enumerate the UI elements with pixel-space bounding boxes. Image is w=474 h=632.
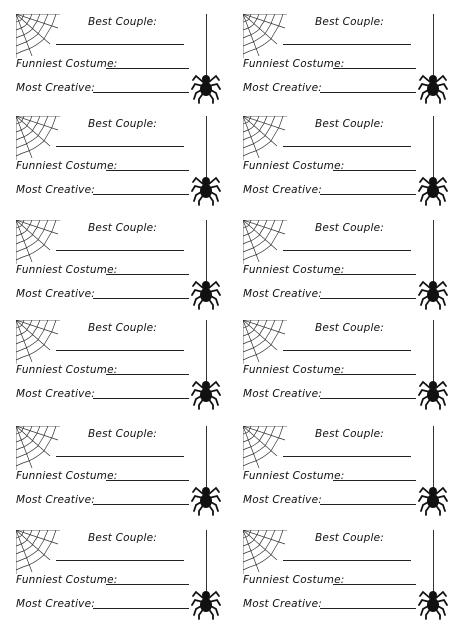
funniest-costume-blank[interactable]	[106, 374, 189, 375]
award-card	[243, 320, 458, 418]
award-card	[16, 220, 231, 318]
best-couple-blank[interactable]	[283, 456, 411, 457]
best-couple-label: Best Couple:	[88, 428, 157, 440]
spider-icon	[191, 584, 221, 620]
best-couple-blank[interactable]	[56, 250, 184, 251]
spiderweb-icon	[243, 530, 287, 574]
award-card	[243, 530, 458, 628]
spider-icon	[191, 274, 221, 310]
spiderweb-icon	[243, 220, 287, 264]
spiderweb-icon	[243, 426, 287, 470]
best-couple-label: Best Couple:	[315, 322, 384, 334]
best-couple-blank[interactable]	[283, 146, 411, 147]
funniest-costume-blank[interactable]	[333, 480, 416, 481]
most-creative-blank[interactable]	[93, 608, 189, 609]
most-creative-blank[interactable]	[93, 194, 189, 195]
best-couple-label: Best Couple:	[88, 222, 157, 234]
funniest-costume-blank[interactable]	[106, 480, 189, 481]
spider-icon	[418, 274, 448, 310]
spiderweb-icon	[16, 220, 60, 264]
spider-icon	[418, 584, 448, 620]
spider-icon	[418, 68, 448, 104]
spiderweb-icon	[243, 116, 287, 160]
best-couple-blank[interactable]	[283, 560, 411, 561]
funniest-costume-label: Funniest Costume:	[243, 470, 345, 482]
best-couple-blank[interactable]	[283, 44, 411, 45]
spiderweb-icon	[16, 116, 60, 160]
best-couple-label: Best Couple:	[315, 428, 384, 440]
funniest-costume-label: Funniest Costume:	[16, 470, 118, 482]
funniest-costume-label: Funniest Costume:	[16, 58, 118, 70]
spider-icon	[418, 170, 448, 206]
funniest-costume-blank[interactable]	[106, 274, 189, 275]
best-couple-blank[interactable]	[283, 250, 411, 251]
most-creative-blank[interactable]	[320, 504, 416, 505]
most-creative-label: Most Creative:	[16, 184, 95, 196]
award-card	[243, 426, 458, 524]
best-couple-blank[interactable]	[56, 350, 184, 351]
funniest-costume-blank[interactable]	[333, 170, 416, 171]
spider-icon	[191, 374, 221, 410]
best-couple-label: Best Couple:	[315, 16, 384, 28]
most-creative-blank[interactable]	[320, 398, 416, 399]
most-creative-label: Most Creative:	[243, 494, 322, 506]
spiderweb-icon	[243, 320, 287, 364]
best-couple-blank[interactable]	[56, 146, 184, 147]
most-creative-label: Most Creative:	[243, 388, 322, 400]
most-creative-label: Most Creative:	[16, 388, 95, 400]
funniest-costume-blank[interactable]	[106, 170, 189, 171]
most-creative-label: Most Creative:	[16, 82, 95, 94]
spiderweb-icon	[16, 426, 60, 470]
best-couple-label: Best Couple:	[88, 118, 157, 130]
most-creative-label: Most Creative:	[16, 494, 95, 506]
funniest-costume-blank[interactable]	[333, 274, 416, 275]
most-creative-blank[interactable]	[93, 298, 189, 299]
most-creative-blank[interactable]	[93, 92, 189, 93]
most-creative-label: Most Creative:	[243, 82, 322, 94]
most-creative-label: Most Creative:	[16, 288, 95, 300]
funniest-costume-blank[interactable]	[106, 584, 189, 585]
award-card	[16, 320, 231, 418]
funniest-costume-blank[interactable]	[333, 374, 416, 375]
spiderweb-icon	[243, 14, 287, 58]
award-card	[16, 14, 231, 112]
award-card	[243, 14, 458, 112]
best-couple-label: Best Couple:	[88, 322, 157, 334]
award-card	[16, 426, 231, 524]
funniest-costume-blank[interactable]	[106, 68, 189, 69]
best-couple-label: Best Couple:	[315, 532, 384, 544]
spider-icon	[191, 170, 221, 206]
funniest-costume-label: Funniest Costume:	[243, 264, 345, 276]
spider-icon	[418, 480, 448, 516]
funniest-costume-label: Funniest Costume:	[243, 364, 345, 376]
spider-icon	[418, 374, 448, 410]
best-couple-label: Best Couple:	[315, 222, 384, 234]
award-card	[243, 116, 458, 214]
best-couple-blank[interactable]	[56, 560, 184, 561]
funniest-costume-blank[interactable]	[333, 68, 416, 69]
spiderweb-icon	[16, 320, 60, 364]
award-card	[243, 220, 458, 318]
spider-icon	[191, 68, 221, 104]
best-couple-label: Best Couple:	[315, 118, 384, 130]
spiderweb-icon	[16, 530, 60, 574]
funniest-costume-label: Funniest Costume:	[16, 574, 118, 586]
spider-icon	[191, 480, 221, 516]
funniest-costume-label: Funniest Costume:	[16, 264, 118, 276]
best-couple-label: Best Couple:	[88, 16, 157, 28]
funniest-costume-label: Funniest Costume:	[16, 364, 118, 376]
most-creative-label: Most Creative:	[16, 598, 95, 610]
most-creative-label: Most Creative:	[243, 184, 322, 196]
spiderweb-icon	[16, 14, 60, 58]
best-couple-blank[interactable]	[56, 44, 184, 45]
most-creative-blank[interactable]	[320, 194, 416, 195]
award-card	[16, 116, 231, 214]
funniest-costume-label: Funniest Costume:	[243, 160, 345, 172]
most-creative-blank[interactable]	[320, 608, 416, 609]
most-creative-blank[interactable]	[93, 504, 189, 505]
most-creative-blank[interactable]	[320, 298, 416, 299]
best-couple-blank[interactable]	[283, 350, 411, 351]
funniest-costume-blank[interactable]	[333, 584, 416, 585]
award-card	[16, 530, 231, 628]
most-creative-blank[interactable]	[320, 92, 416, 93]
most-creative-blank[interactable]	[93, 398, 189, 399]
best-couple-blank[interactable]	[56, 456, 184, 457]
most-creative-label: Most Creative:	[243, 598, 322, 610]
best-couple-label: Best Couple:	[88, 532, 157, 544]
funniest-costume-label: Funniest Costume:	[243, 58, 345, 70]
most-creative-label: Most Creative:	[243, 288, 322, 300]
funniest-costume-label: Funniest Costume:	[243, 574, 345, 586]
funniest-costume-label: Funniest Costume:	[16, 160, 118, 172]
